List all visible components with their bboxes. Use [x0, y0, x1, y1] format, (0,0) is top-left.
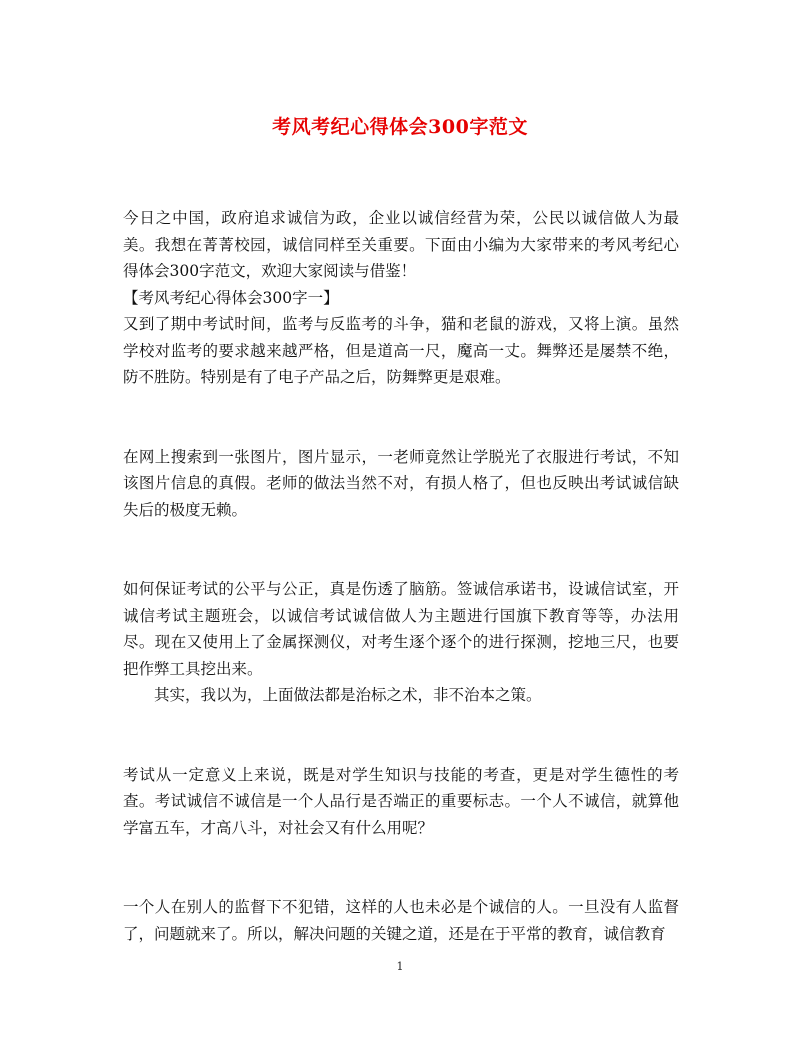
page-number: 1 [396, 960, 404, 973]
body-paragraph-2: 在网上搜索到一张图片，图片显示，一老师竟然让学脱光了衣服进行考试，不知该图片信息的真假。老师的做法当然不对，有损人格了，但也反映出考试诚信缺失后的极度无赖。 [123, 447, 679, 519]
document-body [123, 205, 679, 947]
body-paragraph-5: 考试从一定意义上来说，既是对学生知识与技能的考查，更是对学生德性的考查。考试诚信不诚信是一个人品行是否端正的重要标志。一个人不诚信，就算他学富五车，才高八斗，对社会又有什么用呢？ [123, 765, 679, 837]
paragraph-gap [123, 391, 679, 444]
body-paragraph-3: 如何保证考试的公平与公正，真是伤透了脑筋。签诚信承诺书，设诚信试室，开诚信考试主题班会，以诚信考试诚信做人为主题进行国旗下教育等等，办法用尽。现在又使用上了金属探测仪，对考生逐个逐个的进行探测，挖地三尺，也要把作弊工具挖出来。 [123, 580, 679, 678]
body-paragraph-1: 又到了期中考试时间，监考与反监考的斗争，猫和老鼠的游戏，又将上演。虽然学校对监考的要求越来越严格，但是道高一尺，魔高一丈。舞弊还是屡禁不绝，防不胜防。特别是有了电子产品之后，防舞弊更是艰难。 [123, 315, 679, 386]
body-paragraph-6: 一个人在别人的监督下不犯错，这样的人也未必是个诚信的人。一旦没有人监督了，问题就来了。所以，解决问题的关键之道，还是在于平常的教育，诚信教育 [123, 898, 679, 943]
paragraph-gap [123, 523, 679, 576]
paragraph-gap [123, 841, 679, 894]
intro-paragraph: 今日之中国，政府追求诚信为政，企业以诚信经营为荣，公民以诚信做人为最美。我想在菁菁校园，诚信同样至关重要。下面由小编为大家带来的考风考纪心得体会300字范文，欢迎大家阅读与借鉴！ [123, 209, 679, 280]
document-title: 考风考纪心得体会300字范文 [272, 116, 528, 138]
body-paragraph-4: 其实，我以为，上面做法都是治标之术，非不治本之策。 [154, 686, 542, 704]
section-heading: 【考风考纪心得体会300字一】 [123, 288, 339, 307]
paragraph-gap [123, 709, 679, 762]
